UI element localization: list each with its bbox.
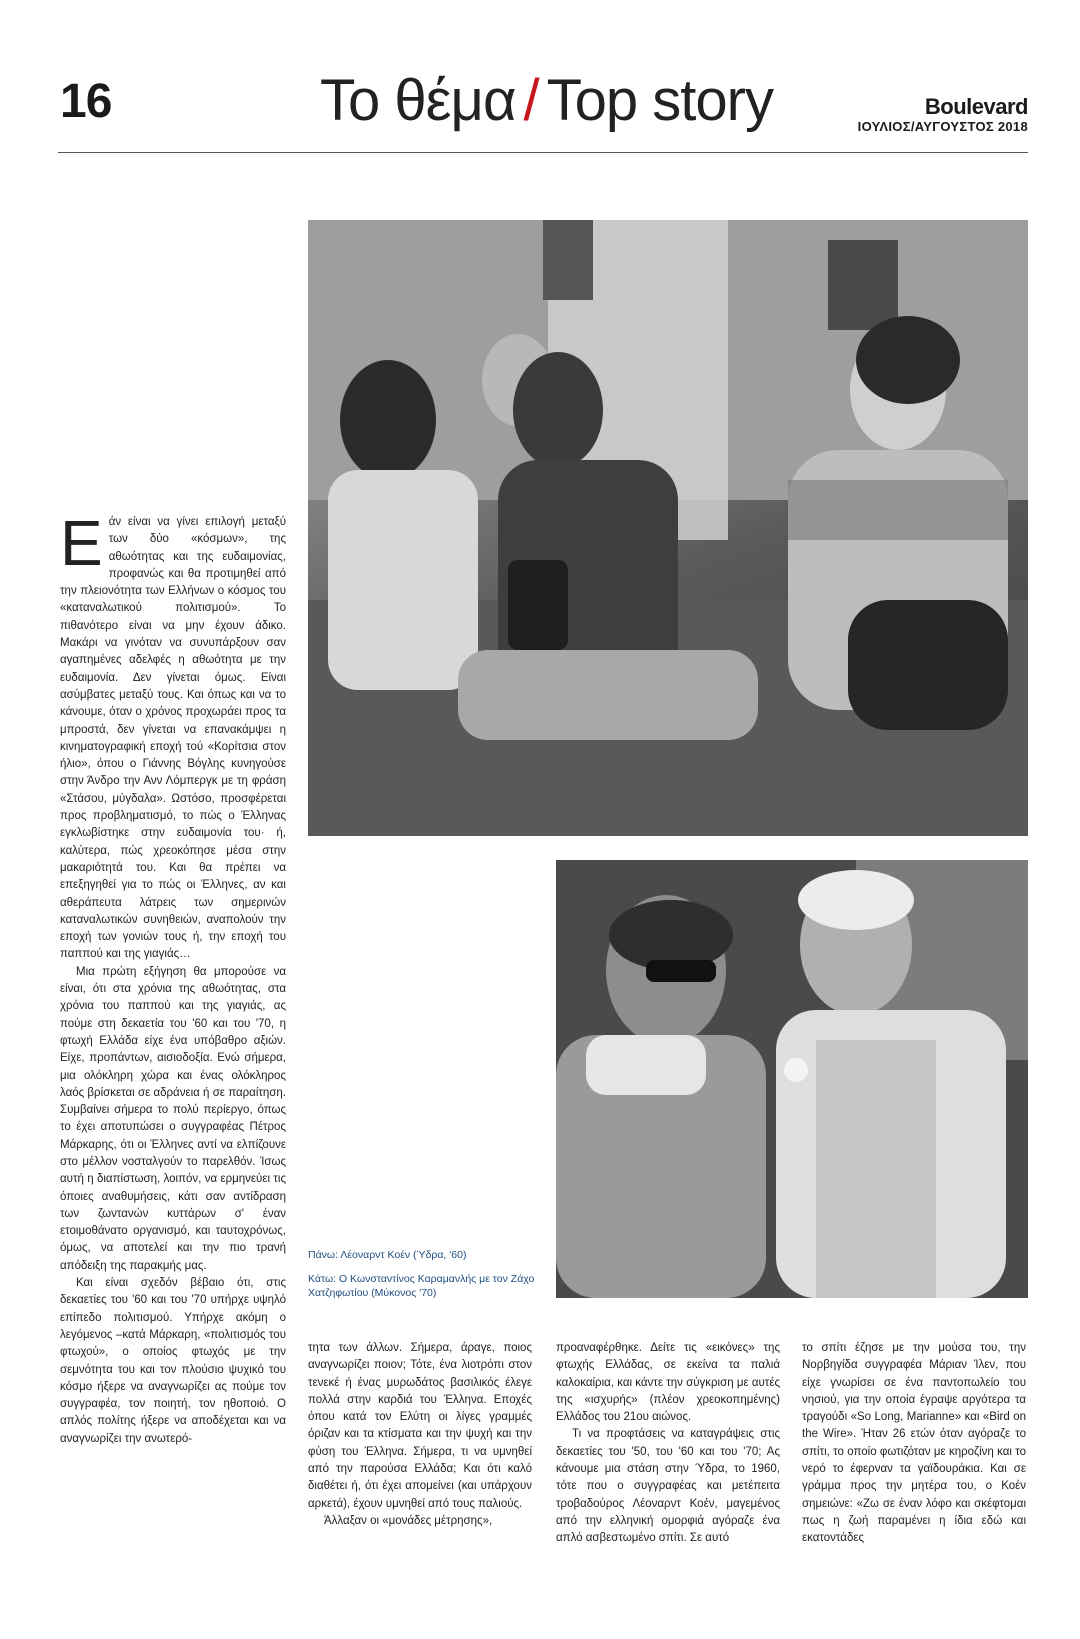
article-column-1 xyxy=(60,507,286,1448)
paragraph-text: άν είναι να γίνει επιλογή μεταξύ των δύο «κόσμων», της αθωότητας και της ευδαιμονίας, προφανώς και θα προτιμηθεί από την πλειονότητα των Ελλήνων ο κόσμος του «καταναλωτικού πολιτισμού». Το πιθανότερο είναι να μην έχουν άδικο. Μακάρι να γινόταν να συνυπάρξουν σαν αγαπημένες αδελφές η αθωότητα με την ευδαιμονία. Δεν γίνεται όμως. Είναι ασύμβατες μεταξύ τους. Και όπως και να το κάνουμε, όταν ο χρόνος προχωράει προς τα μπροστά, δεν γίνεται να επανακάμψει η κινηματογραφική εποχή τού «Κορίτσια στον ήλιο», όπου ο Γιάννης Βόγλης κυνηγούσε στην Άνδρο την Ανν Λόμπεργκ με τη φράση «Στάσου, μύγδαλα». Ωστόσο, προσφέρεται προς προβληματισμό, το πώς ο Έλληνας εγκλωβίστηκε στην ευδαιμονία του· ή, καλύτερα, πώς χρεοκόπησε μέσα στην μακαριότητά του. Και θα πρέπει να επεξηγηθεί για το πώς οι Έλληνες, αν και αθεράπευτα λάτρεις των σημερινών καταναλωτικών συνηθειών, αναπολούν την εποχή των γονιών τους ή, την εποχή του παππού και της γιαγιάς… xyxy=(60,516,286,961)
article-paragraph: Και είναι σχεδόν βέβαιο ότι, στις δεκαετίες του '60 και του '70 υπήρχε υψηλό επίπεδο πολιτισμού. Υπήρχε ακόμη ο λεγόμενος –κατά Μάρκαρη, «πολιτισμός του φτωχού», ο οποίος φτωχός με την σεμνότητα του και τον πλούσιο ψυχικό του κόσμο ήξερε να αναγνωρίζει ας πούμε τον συγγραφέα, τον ποιητή, τον ηθοποιό. Ο απλός πολίτης ήξερε να αποδέχεται και να αναγνωρίζει την ανωτερό- xyxy=(60,1277,286,1445)
article-paragraph: το σπίτι έζησε με την μούσα του, την Νορβηγίδα συγγραφέα Μάριαν Ίλεν, που είχε γνωρίσει σε ένα παντοπωλείο του νησιού, για την οποία έγραψε αργότερα τα τραγούδι «So Long, Marianne» και «Bird on the Wire». Ήταν 26 ετών όταν αγόραζε το σπίτι, το οποίο φωτιζόταν με κηροζίνη και το νερό το έφερναν τα γαϊδουράκια. Και σε γράμμα προς την μητέρα του, ο Κοέν σημειώνε: «Ζω σε έναν λόφο και σκέφτομαι πως η ζωή παραμένει η ίδια εδώ και εκατοντάδες xyxy=(802,1342,1026,1545)
article-paragraph xyxy=(60,507,286,964)
photo-top-illustration xyxy=(308,220,1028,836)
article-column-4 xyxy=(802,1340,1026,1548)
article-paragraph: τητα των άλλων. Σήμερα, άραγε, ποιος αναγνωρίζει ποιον; Τότε, ένα λιοτρόπι στον τενεκέ ή ένας μυρωδάτος βασιλικός έλεγε πολλά στην καρδιά του Έλληνα. Εποχές όπου κατά τον Ελύτη οι λίγες γραμμές όριζαν και τα κτίσματα και την ψυχή και την φύση του Έλληνα. Σήμερα, τι να υμνηθεί από την παρούσα Ελλάδα; Και ότι καλό διαθέτει ή, ότι έχει απομείνει (και υπάρχουν αρκετά), έχουν υμνηθεί από τους παλιούς. xyxy=(308,1342,532,1510)
article-paragraph: Τι να προφτάσεις να καταγράψεις στις δεκαετίες του '50, του '60 και του '70; Ας κάνουμε μια στάση στην Ύδρα, το 1960, τότε που ο συγγραφέας και μετέπειτα τροβαδούρος Λέοναρντ Κοέν, μαγεμένος από την ελληνική ομορφιά αγόραζε ένα απλό ασβεστωμένο σπίτι. Σε αυτό xyxy=(556,1428,780,1545)
photo-bottom-illustration xyxy=(556,860,1028,1298)
article-column-3 xyxy=(556,1340,780,1548)
section-separator: / xyxy=(523,68,539,133)
photo-captions xyxy=(308,1248,548,1311)
issue-date: ΙΟΥΛΙΟΣ/ΑΥΓΟΥΣΤΟΣ 2018 xyxy=(857,119,1028,134)
section-title xyxy=(320,68,773,133)
masthead xyxy=(858,96,1028,133)
photo-bottom xyxy=(556,860,1028,1298)
caption-bottom: Κάτω: Ο Κωνσταντίνος Καραμανλής με τον Ζάχο Χατζηφωτίου (Μύκονος '70) xyxy=(308,1273,535,1300)
brand-name: Boulevard xyxy=(924,94,1028,119)
section-title-greek: Το θέμα xyxy=(320,68,516,133)
article-paragraph: Άλλαξαν οι «μονάδες μέτρησης», xyxy=(324,1514,493,1527)
page-number: 16 xyxy=(60,75,112,128)
article-column-2 xyxy=(308,1340,532,1530)
article-paragraph: προαναφέρθηκε. Δείτε τις «εικόνες» της φτωχής Ελλάδας, σε εκείνα τα παλιά καλοκαίρια, και κάντε την σύγκριση με αυτές της «ισχυρής» (πλέον χρεοκοπημένης) Ελλάδος του 21ου αιώνος. xyxy=(556,1342,780,1424)
drop-cap: Ε xyxy=(60,507,103,579)
header-divider xyxy=(58,152,1028,153)
photo-top xyxy=(308,220,1028,836)
section-title-english: Top story xyxy=(546,68,773,133)
article-paragraph: Μια πρώτη εξήγηση θα μπορούσε να είναι, ότι στα χρόνια της αθωότητας, στα χρόνια του παππού και της γιαγιάς, ας πούμε στη δεκαετία του '60 και του '70, η φτωχή Ελλάδα είχε ένα υπόβαθρο αξιών. Είχε, προπάντων, αισιοδοξία. Ενώ σήμερα, μια ολόκληρη χώρα και ένας ολόκληρος λαός βρίσκεται σε αδράνεια ή σε παραίτηση. Συμβαίνει σήμερα το πολύ περίεργο, όπως το έχει αποτυπώσει ο συγγραφέας Πέτρος Μάρκαρης, ότι οι Έλληνες αντί να ελπίζουνε στο μέλλον νοσταλγούν το παρελθόν. Ίσως αυτή η διαπίστωση, λοιπόν, να ερμηνεύει τις όποιες αναθυμήσεις, κάτι σαν αντίδραση των ζωντανών κυττάρων σ' έναν ετοιμοθάνατο οργανισμό, και ταυτοχρόνως, όμως, να αποτελεί και την πιο τρανή απόδειξη της παρακμής μας. xyxy=(60,965,286,1272)
caption-top: Πάνω: Λέοναρντ Κοέν (Ύδρα, '60) xyxy=(308,1249,467,1261)
